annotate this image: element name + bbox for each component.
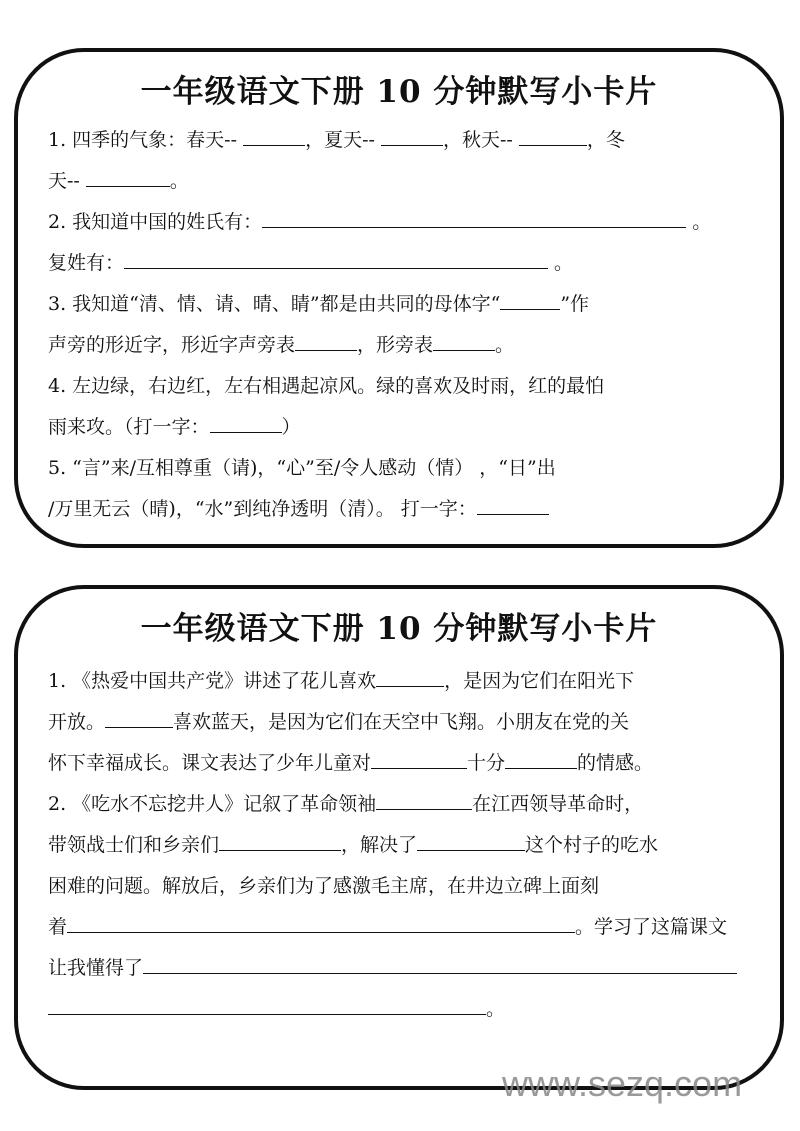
question-line (48, 161, 758, 202)
fill-in-blank[interactable] (477, 492, 549, 515)
fill-in-blank[interactable] (376, 664, 444, 687)
fill-in-blank[interactable] (124, 246, 548, 269)
question-text: 5. “言”来/互相尊重（请)，“心”至/令人感动（情） ，“日”出 (48, 457, 556, 479)
dictation-card-2 (14, 585, 784, 1090)
card-title: 一年级语文下册 10 分钟默写小卡片 (140, 611, 658, 647)
question-text: ） (281, 416, 301, 438)
question-text: 。 (495, 334, 515, 356)
question-text: 1. 四季的气象：春天-- (48, 129, 244, 151)
question-text: 这个村子的吃水 (525, 834, 659, 856)
question-text: 。学习了这篇课文 (575, 916, 728, 938)
question-line (48, 243, 758, 284)
question-line (48, 489, 758, 530)
question-line (48, 866, 758, 907)
fill-in-blank[interactable] (505, 746, 577, 769)
fill-in-blank[interactable] (143, 951, 737, 974)
question-text: 在江西领导革命时， (472, 793, 644, 815)
question-text: ，形旁表 (357, 334, 434, 356)
fill-in-blank[interactable] (381, 123, 443, 146)
question-line (48, 284, 758, 325)
card-title: 一年级语文下册 10 分钟默写小卡片 (140, 74, 658, 110)
question-text: 让我懂得了 (48, 957, 144, 979)
fill-in-blank[interactable] (210, 410, 282, 433)
dictation-card-1 (14, 48, 784, 548)
fill-in-blank[interactable] (243, 123, 305, 146)
fill-in-blank[interactable] (105, 705, 173, 728)
question-text: 。 (686, 211, 712, 233)
question-text: /万里无云（晴)，“水”到纯净透明（清）。 打一字： (48, 498, 477, 520)
fill-in-blank[interactable] (219, 828, 341, 851)
question-text: 着 (48, 916, 68, 938)
question-text: 2. 我知道中国的姓氏有： (48, 211, 263, 233)
question-text: ，秋天-- (442, 129, 519, 151)
question-line (48, 202, 758, 243)
question-text: 复姓有： (48, 252, 125, 274)
card-body (48, 120, 758, 530)
question-text: ”作 (560, 293, 590, 315)
fill-in-blank[interactable] (500, 287, 560, 310)
fill-in-blank[interactable] (48, 992, 486, 1015)
question-text: 开放。 (48, 711, 106, 733)
question-line (48, 825, 758, 866)
question-line (48, 948, 758, 989)
fill-in-blank[interactable] (371, 746, 467, 769)
fill-in-blank[interactable] (86, 164, 170, 187)
question-text: ，是因为它们在阳光下 (444, 670, 635, 692)
question-line (48, 366, 758, 407)
fill-in-blank[interactable] (519, 123, 587, 146)
fill-in-blank[interactable] (376, 787, 472, 810)
question-line (48, 120, 758, 161)
question-text: 怀下幸福成长。课文表达了少年儿童对 (48, 752, 372, 774)
question-text: 困难的问题。解放后，乡亲们为了感激毛主席，在井边立碑上面刻 (48, 875, 600, 897)
question-text: ，解决了 (341, 834, 418, 856)
question-text: 3. 我知道“清、情、请、晴、睛”都是由共同的母体字“ (48, 293, 501, 315)
card-body (48, 661, 758, 1030)
question-text: 。 (548, 252, 574, 274)
question-line (48, 661, 758, 702)
watermark: www.sezq.com (502, 1063, 743, 1104)
question-line (48, 325, 758, 366)
question-text: ，冬 (586, 129, 625, 151)
question-text: 喜欢蓝天，是因为它们在天空中飞翔。小朋友在党的关 (173, 711, 630, 733)
question-line (48, 784, 758, 825)
question-line (48, 407, 758, 448)
question-text: 1. 《热爱中国共产党》讲述了花儿喜欢 (48, 670, 377, 692)
question-line (48, 743, 758, 784)
question-text: 雨来攻。（打一字： (48, 416, 210, 438)
question-line (48, 702, 758, 743)
question-text: 带领战士们和乡亲们 (48, 834, 220, 856)
question-text: 天-- (48, 170, 86, 192)
fill-in-blank[interactable] (295, 328, 357, 351)
question-line (48, 907, 758, 948)
fill-in-blank[interactable] (262, 205, 686, 228)
question-text: 。 (486, 998, 506, 1020)
question-text: 的情感。 (577, 752, 654, 774)
question-text: 2. 《吃水不忘挖井人》记叙了革命领袖 (48, 793, 377, 815)
fill-in-blank[interactable] (417, 828, 525, 851)
fill-in-blank[interactable] (67, 910, 575, 933)
question-text: 十分 (467, 752, 506, 774)
question-line (48, 989, 758, 1030)
fill-in-blank[interactable] (433, 328, 495, 351)
question-text: 声旁的形近字，形近字声旁表 (48, 334, 296, 356)
question-line (48, 448, 758, 489)
question-text: 4. 左边绿，右边红，左右相遇起凉风。绿的喜欢及时雨，红的最怕 (48, 375, 605, 397)
question-text: ，夏天-- (305, 129, 381, 151)
question-text: 。 (169, 170, 189, 192)
